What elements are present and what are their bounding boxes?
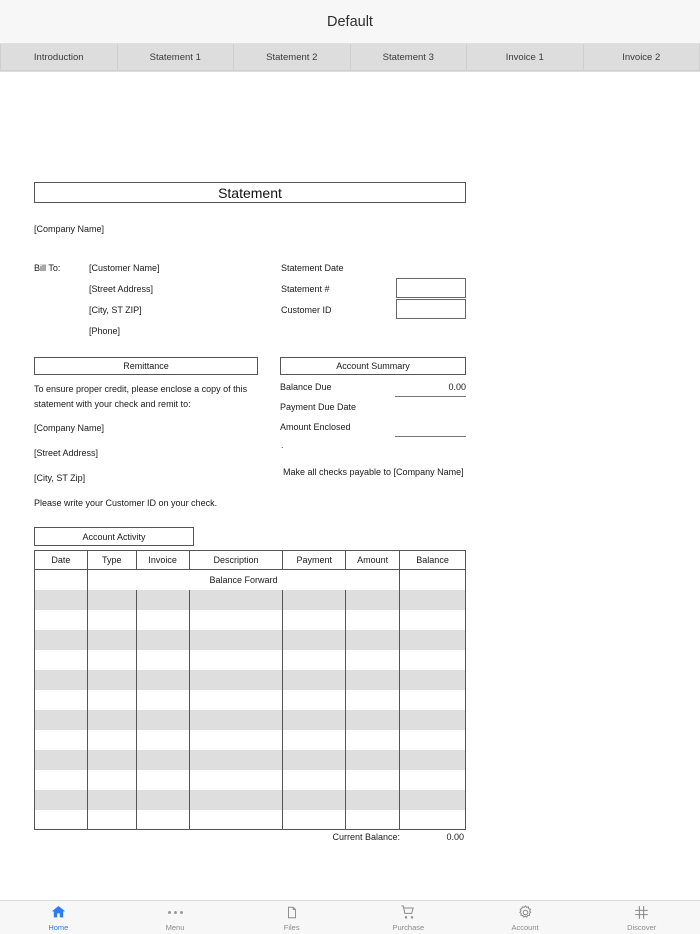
table-cell[interactable] <box>87 590 136 610</box>
table-cell[interactable] <box>136 590 189 610</box>
table-cell[interactable] <box>283 630 346 650</box>
bill-to-line: [Phone] <box>89 326 121 336</box>
amount-enclosed-label: Amount Enclosed <box>280 422 351 432</box>
table-cell[interactable] <box>35 630 88 650</box>
table-cell[interactable] <box>35 610 88 630</box>
tab-invoice-1[interactable] <box>467 44 584 71</box>
bill-to-address <box>89 263 160 347</box>
table-cell[interactable] <box>136 610 189 630</box>
table-row <box>35 630 466 650</box>
statement-document <box>0 72 700 900</box>
nav-item-files[interactable] <box>233 901 350 934</box>
table-cell[interactable] <box>87 610 136 630</box>
table-cell[interactable] <box>346 670 400 690</box>
hash-icon <box>633 904 650 921</box>
gear-icon <box>517 904 534 921</box>
customer-id-input[interactable] <box>396 299 466 319</box>
amount-enclosed-row <box>280 422 466 442</box>
table-cell[interactable] <box>346 730 400 750</box>
statement-meta-labels <box>281 263 344 326</box>
tab-statement-2[interactable] <box>234 44 351 71</box>
table-cell[interactable] <box>189 590 283 610</box>
statement-heading-label: Statement <box>218 184 282 201</box>
tab-label: Introduction <box>33 51 84 63</box>
table-cell[interactable] <box>346 770 400 790</box>
nav-item-discover[interactable] <box>583 901 700 934</box>
remittance-footer-note: Please write your Customer ID on your check. <box>34 498 218 508</box>
table-cell[interactable] <box>87 790 136 810</box>
column-header-type: Type <box>87 551 136 570</box>
table-cell[interactable] <box>136 810 189 830</box>
balance-forward-label: Balance Forward <box>87 570 399 590</box>
balance-forward-balance[interactable] <box>400 570 466 590</box>
balance-forward-row <box>35 570 466 590</box>
table-cell[interactable] <box>400 810 466 830</box>
table-cell[interactable] <box>346 750 400 770</box>
account-summary-heading-label: Account Summary <box>336 361 410 371</box>
table-row <box>35 590 466 610</box>
home-icon <box>50 904 67 921</box>
table-cell[interactable] <box>283 730 346 750</box>
bill-to-line: [City, ST ZIP] <box>89 305 142 315</box>
remittance-street-address: [Street Address] <box>34 448 99 458</box>
current-balance-value: 0.00 <box>446 832 464 842</box>
title-bar <box>0 0 700 44</box>
remittance-intro-line-1: To ensure proper credit, please enclose a copy of this <box>34 384 248 394</box>
remittance-heading-label: Remittance <box>123 361 169 371</box>
tab-introduction[interactable] <box>0 44 118 71</box>
nav-item-label: Home <box>48 922 69 932</box>
table-cell[interactable] <box>87 670 136 690</box>
table-cell[interactable] <box>400 730 466 750</box>
tab-label: Statement 2 <box>266 51 318 63</box>
table-cell[interactable] <box>35 590 88 610</box>
table-cell[interactable] <box>189 690 283 710</box>
table-cell[interactable] <box>283 670 346 690</box>
table-cell[interactable] <box>400 710 466 730</box>
table-cell[interactable] <box>189 610 283 630</box>
table-cell[interactable] <box>346 630 400 650</box>
tab-label: Invoice 1 <box>505 51 544 63</box>
table-cell[interactable] <box>283 650 346 670</box>
table-cell[interactable] <box>136 710 189 730</box>
table-cell[interactable] <box>189 670 283 690</box>
column-header-date: Date <box>35 551 88 570</box>
cart-icon <box>399 904 417 921</box>
table-cell[interactable] <box>346 610 400 630</box>
table-cell[interactable] <box>400 650 466 670</box>
statement-heading <box>34 182 466 203</box>
table-cell[interactable] <box>189 750 283 770</box>
table-cell[interactable] <box>346 710 400 730</box>
tab-label: Invoice 2 <box>622 51 661 63</box>
tab-statement-3[interactable] <box>351 44 468 71</box>
column-header-payment: Payment <box>283 551 346 570</box>
dots-icon <box>168 904 183 921</box>
account-activity-heading <box>34 527 194 546</box>
table-cell[interactable] <box>189 730 283 750</box>
nav-item-label: Files <box>283 922 300 932</box>
table-cell[interactable] <box>136 790 189 810</box>
table-cell[interactable] <box>87 810 136 830</box>
table-cell[interactable] <box>400 670 466 690</box>
table-cell[interactable] <box>400 790 466 810</box>
remittance-body <box>34 382 270 521</box>
table-row <box>35 690 466 710</box>
account-activity-table <box>34 550 466 830</box>
meta-label: Statement Date <box>281 263 344 273</box>
bill-to-line: [Street Address] <box>89 284 154 294</box>
table-cell[interactable] <box>283 810 346 830</box>
table-cell[interactable] <box>35 750 88 770</box>
table-cell[interactable] <box>400 590 466 610</box>
table-cell[interactable] <box>136 770 189 790</box>
table-cell[interactable] <box>87 750 136 770</box>
column-header-description: Description <box>189 551 283 570</box>
remittance-intro-line-2: statement with your check and remit to: <box>34 399 191 409</box>
account-summary-dot-marker: . <box>281 440 284 450</box>
remittance-company-name: [Company Name] <box>34 423 105 433</box>
balance-due-value: 0.00 <box>448 382 466 392</box>
nav-item-account[interactable] <box>467 901 584 934</box>
tab-strip <box>0 44 700 72</box>
table-cell[interactable] <box>283 690 346 710</box>
balance-due-label: Balance Due <box>280 382 332 392</box>
nav-item-label: Purchase <box>392 922 425 932</box>
table-cell[interactable] <box>87 770 136 790</box>
table-cell[interactable] <box>400 750 466 770</box>
nav-item-purchase[interactable] <box>350 901 467 934</box>
table-row <box>35 670 466 690</box>
page-title: Default <box>327 13 373 30</box>
tab-statement-1[interactable] <box>118 44 235 71</box>
column-header-invoice: Invoice <box>136 551 189 570</box>
table-row <box>35 770 466 790</box>
table-cell[interactable] <box>35 690 88 710</box>
nav-item-label: Discover <box>627 922 657 932</box>
table-cell[interactable] <box>87 630 136 650</box>
table-cell[interactable] <box>35 670 88 690</box>
tab-label: Statement 3 <box>382 51 434 63</box>
table-cell[interactable] <box>136 750 189 770</box>
current-balance-label: Current Balance: <box>332 832 400 842</box>
table-cell[interactable] <box>400 610 466 630</box>
tab-invoice-2[interactable] <box>584 44 700 71</box>
table-cell[interactable] <box>136 630 189 650</box>
nav-item-menu[interactable] <box>117 901 234 934</box>
company-name: [Company Name] <box>34 224 105 234</box>
payment-due-date-label: Payment Due Date <box>280 402 357 412</box>
payment-due-date-row <box>280 402 466 422</box>
table-cell[interactable] <box>189 710 283 730</box>
table-cell[interactable] <box>87 650 136 670</box>
table-cell[interactable] <box>189 650 283 670</box>
table-cell[interactable] <box>283 770 346 790</box>
table-cell[interactable] <box>35 730 88 750</box>
table-row <box>35 750 466 770</box>
table-cell[interactable] <box>283 750 346 770</box>
table-row <box>35 730 466 750</box>
nav-item-home[interactable] <box>0 901 117 934</box>
nav-item-label: Menu <box>165 922 185 932</box>
table-cell[interactable] <box>35 810 88 830</box>
tab-label: Statement 1 <box>149 51 201 63</box>
table-cell[interactable] <box>346 690 400 710</box>
table-row <box>35 790 466 810</box>
table-cell[interactable] <box>400 630 466 650</box>
account-summary-heading <box>280 357 466 375</box>
table-cell[interactable] <box>283 610 346 630</box>
table-cell[interactable] <box>87 690 136 710</box>
balance-due-rule <box>395 396 466 397</box>
table-row <box>35 610 466 630</box>
table-cell[interactable] <box>400 770 466 790</box>
bottom-navigation <box>0 900 700 934</box>
remittance-city-state-zip: [City, ST Zip] <box>34 473 86 483</box>
balance-due-row <box>280 382 466 402</box>
table-cell[interactable] <box>346 650 400 670</box>
column-header-amount: Amount <box>346 551 400 570</box>
account-summary-rows <box>280 382 466 442</box>
table-cell[interactable] <box>136 730 189 750</box>
table-cell[interactable] <box>283 590 346 610</box>
table-cell[interactable] <box>35 770 88 790</box>
account-activity-heading-label: Account Activity <box>82 531 146 542</box>
nav-item-label: Account <box>511 922 539 932</box>
remittance-heading <box>34 357 258 375</box>
table-cell[interactable] <box>35 650 88 670</box>
table-cell[interactable] <box>283 710 346 730</box>
table-row <box>35 810 466 830</box>
table-cell[interactable] <box>35 790 88 810</box>
table-cell[interactable] <box>189 630 283 650</box>
table-row <box>35 710 466 730</box>
table-cell[interactable] <box>136 670 189 690</box>
table-cell[interactable] <box>136 690 189 710</box>
table-cell[interactable] <box>189 790 283 810</box>
table-cell[interactable] <box>346 810 400 830</box>
table-cell[interactable] <box>189 770 283 790</box>
meta-label: Statement # <box>281 284 330 294</box>
table-cell[interactable] <box>35 710 88 730</box>
table-cell[interactable] <box>189 810 283 830</box>
make-checks-payable-note: Make all checks payable to [Company Name] <box>283 467 464 477</box>
table-cell[interactable] <box>87 710 136 730</box>
table-cell[interactable] <box>346 590 400 610</box>
bill-to-label: Bill To: <box>34 263 61 273</box>
table-cell[interactable] <box>136 650 189 670</box>
table-cell[interactable] <box>400 690 466 710</box>
table-header-row <box>35 551 466 570</box>
table-row <box>35 650 466 670</box>
table-cell[interactable] <box>346 790 400 810</box>
bill-to-line: [Customer Name] <box>89 263 160 273</box>
table-cell[interactable] <box>87 730 136 750</box>
table-cell[interactable] <box>283 790 346 810</box>
column-header-balance: Balance <box>400 551 466 570</box>
statement-number-input[interactable] <box>396 278 466 298</box>
balance-forward-date[interactable] <box>35 570 88 590</box>
meta-label: Customer ID <box>281 305 332 315</box>
document-icon <box>285 904 299 921</box>
